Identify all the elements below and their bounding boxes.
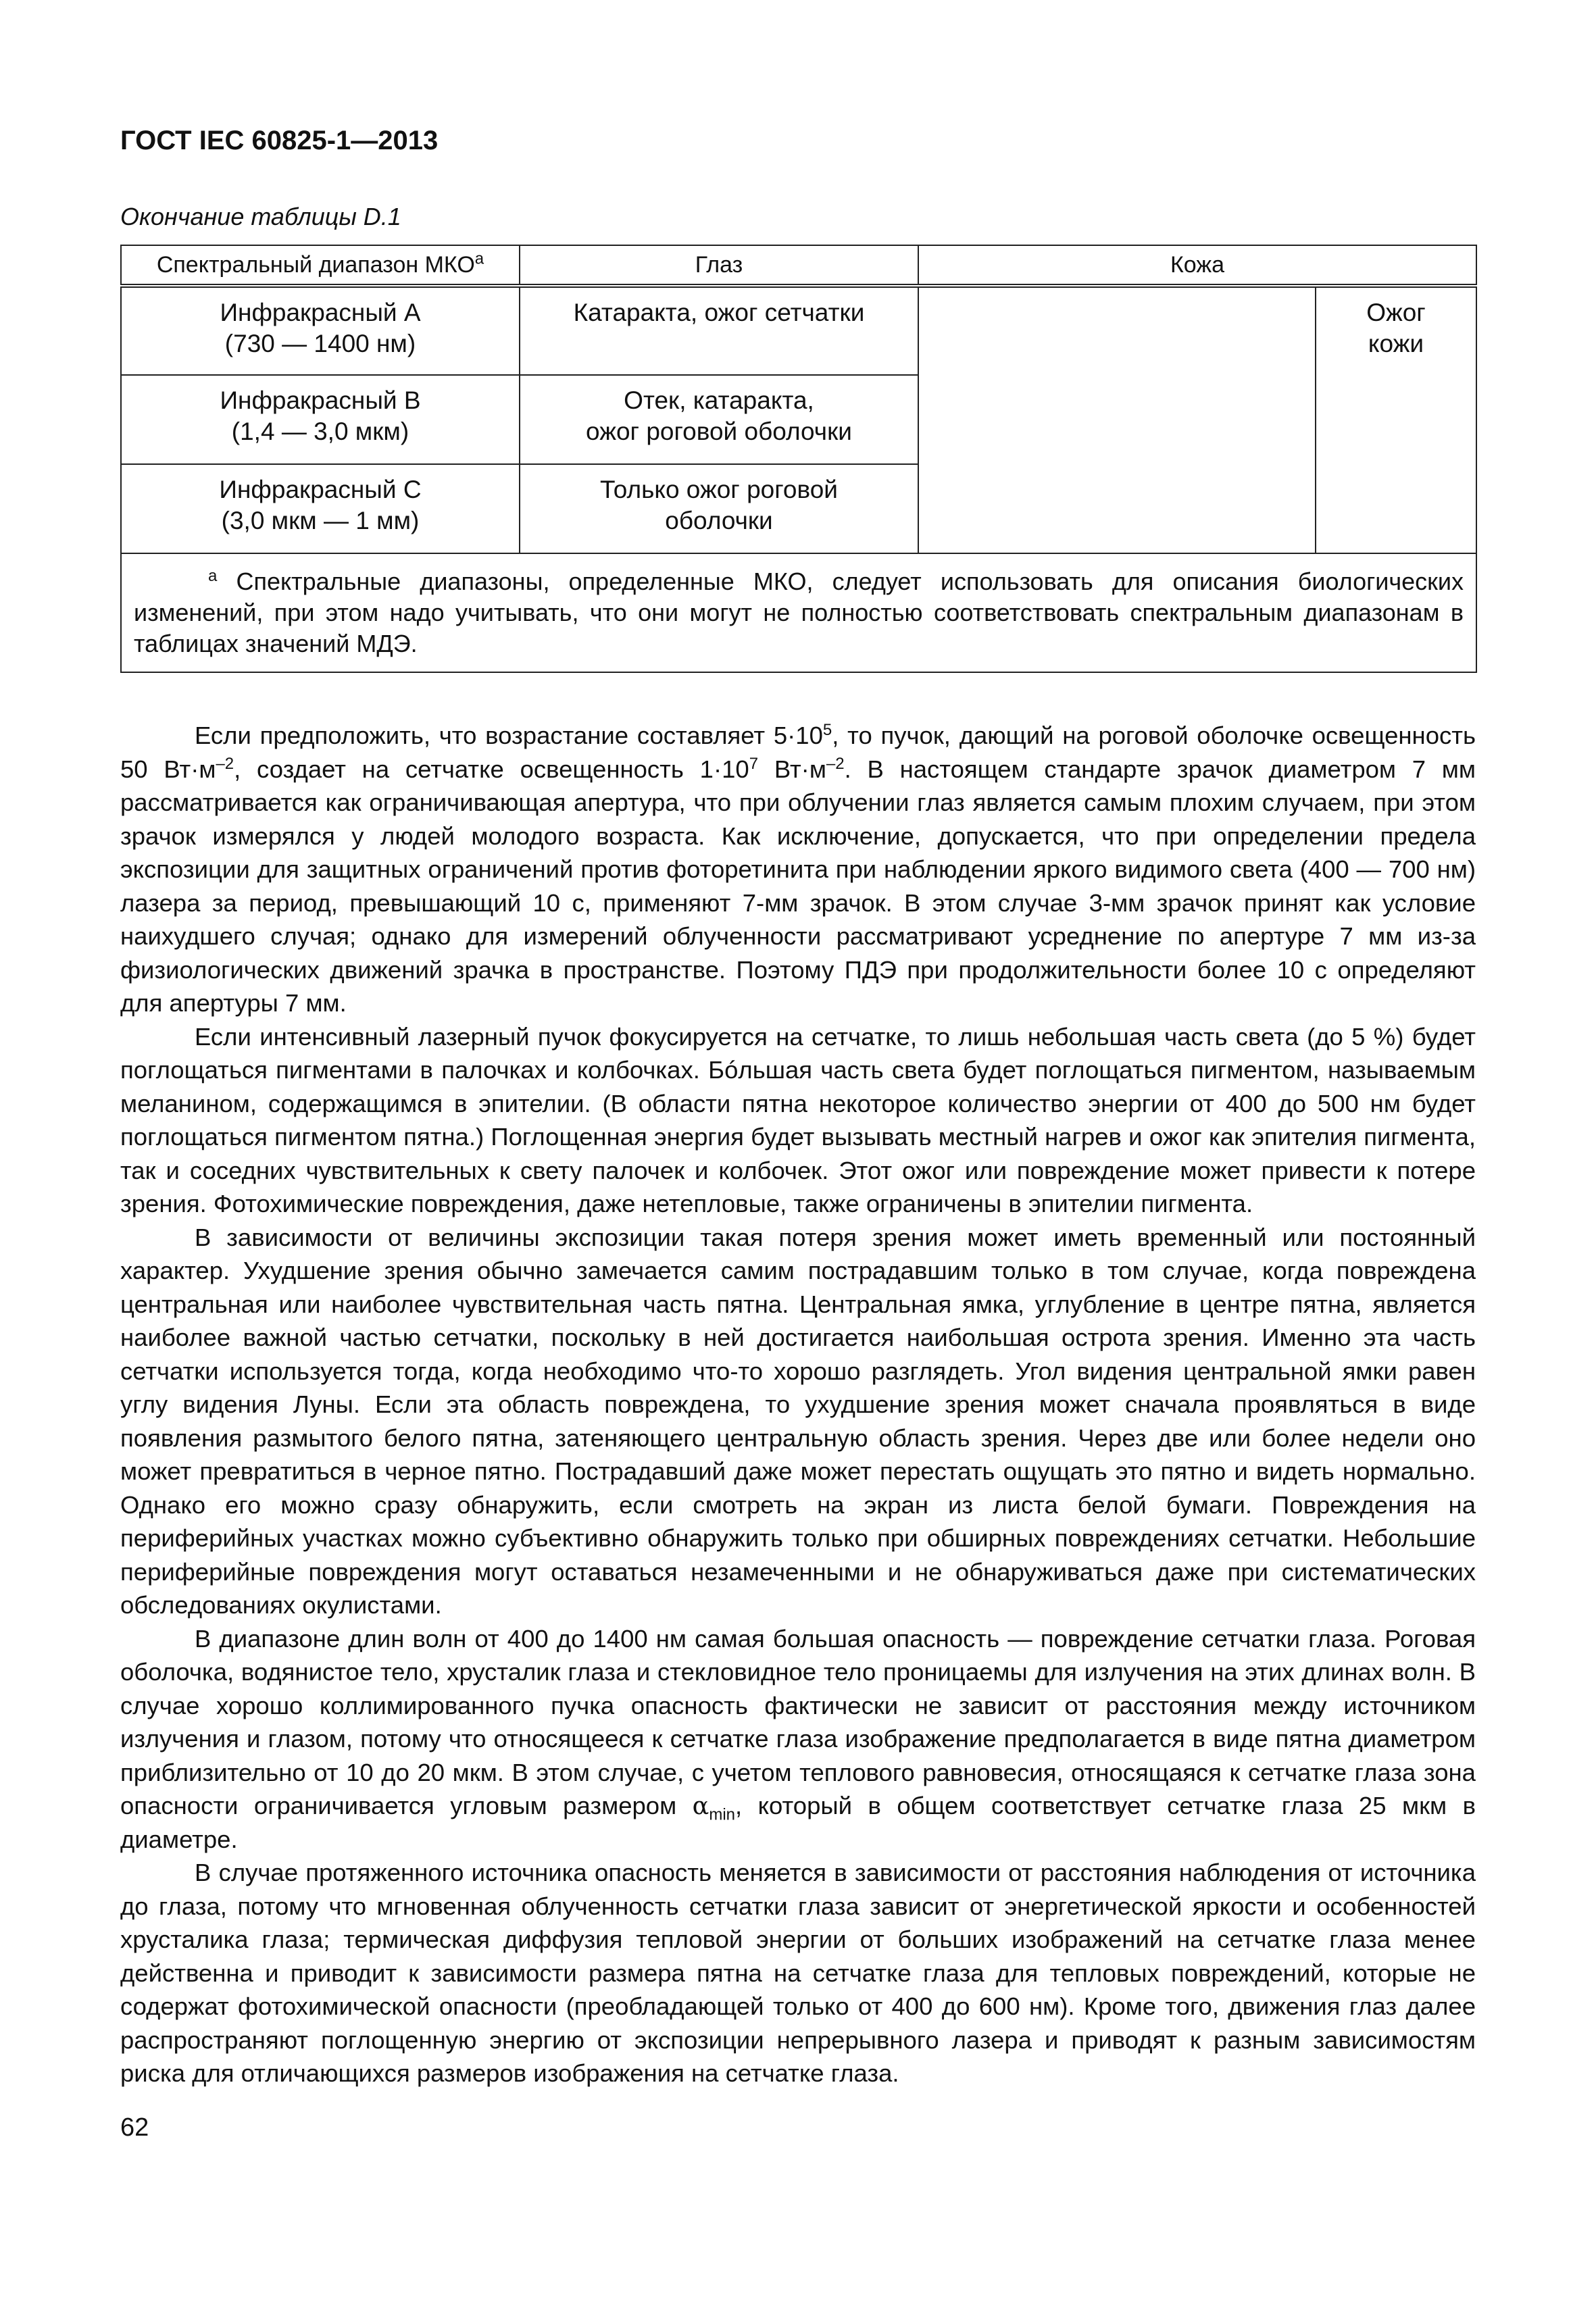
- cell-skin-burn: Ожог кожи: [1316, 286, 1476, 553]
- table-header-row: [121, 245, 1476, 286]
- table-footnote-row: [121, 553, 1476, 672]
- table-row: [121, 286, 1476, 375]
- header-skin: Кожа: [918, 245, 1476, 286]
- cell-eye: Катаракта, ожог сетчатки: [520, 286, 918, 375]
- paragraph: В случае протяженного источника опасность меняется в зависимости от расстояния наблюдения от источника до глаза, потому что мгновенная облученность сетчатки глаза зависит от энергетической яркости и особенностей хрусталика глаза; термическая диффузия тепловой энергии от больших изображений на сетчатке глаза менее действенна и приводит к зависимости размера пятна на сетчатке глаза для тепловых повреждений, которые не содержат фотохимической опасности (преобладающей только от 400 до 600 нм). Кроме того, движения глаз далее распространяют поглощенную энергию от экспозиции непрерывного лазера и приводят к разным зависимостям риска для отличающихся размеров изображения на сетчатке глаза.: [120, 1859, 1476, 2087]
- paragraph: В зависимости от величины экспозиции такая потеря зрения может иметь временный или постоянный характер. Ухудшение зрения обычно замечается самим пострадавшим только в том случае, когда повреждена центральная или наиболее чувствительная часть пятна. Центральная ямка, углубление в центре пятна, является наиболее важной частью сетчатки, поскольку в ней достигается наибольшая острота зрения. Именно эта часть сетчатки используется тогда, когда необходимо что-то хорошо разглядеть. Угол видения центральной ямки равен углу видения Луны. Если эта область повреждена, то ухудшение зрения может сначала проявляться в виде появления размытого белого пятна, затеняющего центральную область зрения. Через две или более недели оно может превратиться в черное пятно. Пострадавший даже может перестать ощущать это пятно и видеть нормально. Однако его можно сразу обнаружить, если смотреть на экран из листа белой бумаги. Повреждения на периферийных участках можно субъективно обнаружить только при обширных повреждениях сетчатки. Небольшие периферийные повреждения могут оставаться незамеченными и не обнаруживаться даже при систематических обследованиях окулистами.: [120, 1223, 1476, 1619]
- paragraph: Если предположить, что возрастание составляет $5\cdot 10^5$, то пучок, дающий на роговой оболочке освещенность 50 $Вт\cdot м^{-2}$, создает на сетчатке освещенность $1\cdot 10^7$ $Вт\cdot м^{-2}$. В настоящем стандарте зрачок диаметром 7 мм рассматривается как ограничивающая апертура, что при облучении глаз является самым плохим случаем, при этом зрачок измерялся у людей молодого возраста. Как исключение, допускается, что при определении предела экспозиции для защитных ограничений против фоторетинита при наблюдении яркого видимого света (400 — 700 нм) лазера за период, превышающий 10 с, применяют 7-мм зрачок. В этом случае 3-мм зрачок принят как условие наихудшего случая; однако для измерений облученности рассматривают усреднение по апертуре 7 мм из-за физиологических движений зрачка в пространстве. Поэтому ПДЭ при продолжительности более 10 с определяют для апертуры 7 мм.: [120, 720, 1476, 1017]
- cell-range: Инфракрасный А (730 — 1400 нм): [121, 286, 520, 375]
- paragraph: В диапазоне длин волн от 400 до 1400 нм самая большая опасность — повреждение сетчатки глаза. Роговая оболочка, водянистое тело, хрусталик глаза и стекловидное тело проницаемы для излучения на этих длинах волн. В случае хорошо коллимированного пучка опасность фактически не зависит от расстояния между источником излучения и глазом, потому что относящееся к сетчатке глаза изображение предполагается в виде пятна диаметром приблизительно от 10 до 20 мкм. В этом случае, с учетом теплового равновесия, относящаяся к сетчатке глаза зона опасности ограничивается угловым размером $\alpha_{min}$, который в общем соответствует сетчатке глаза 25 мкм в диаметре.: [120, 1624, 1476, 1853]
- cell-eye: Отек, катаракта, ожог роговой оболочки: [520, 375, 918, 464]
- table-caption: Окончание таблицы D.1: [120, 203, 401, 230]
- paragraph: Если интенсивный лазерный пучок фокусируется на сетчатке, то лишь небольшая часть света (до 5 %) будет поглощаться пигментами в палочках и колбочках. Бóльшая часть света будет поглощаться пигментом, называемым меланином, содержащимся в эпителии. (В области пятна некоторое количество энергии от 400 до 500 нм будет поглощаться пигментом пятна.) Поглощенная энергия будет вызывать местный нагрев и ожог как эпителия пигмента, так и соседних чувствительных к свету палочек и колбочек. Этот ожог или повреждение может привести к потере зрения. Фотохимические повреждения, даже нетепловые, также ограничены в эпителии пигмента.: [120, 1022, 1476, 1217]
- table-container: [120, 245, 1476, 673]
- cell-skin-empty: [918, 286, 1316, 553]
- header-eye: Глаз: [520, 245, 918, 286]
- cell-eye: Только ожог роговой оболочки: [520, 464, 918, 553]
- body-text: [120, 719, 1476, 2090]
- header-spectral-range: Спектральный диапазон МКО$^a$: [121, 245, 520, 286]
- table-footnote: $^a$ Спектральные диапазоны, определенные МКО, следует использовать для описания биологических изменений, при этом надо учитывать, что они могут не полностью соответствовать спектральным диапазонам в таблицах значений МДЭ.: [121, 553, 1476, 672]
- cell-range: Инфракрасный С (3,0 мкм — 1 мм): [121, 464, 520, 553]
- spectral-effects-table: [120, 245, 1477, 673]
- document-id: ГОСТ IEC 60825-1—2013: [120, 126, 439, 155]
- cell-range: Инфракрасный В (1,4 — 3,0 мкм): [121, 375, 520, 464]
- page-number: 62: [120, 2113, 149, 2142]
